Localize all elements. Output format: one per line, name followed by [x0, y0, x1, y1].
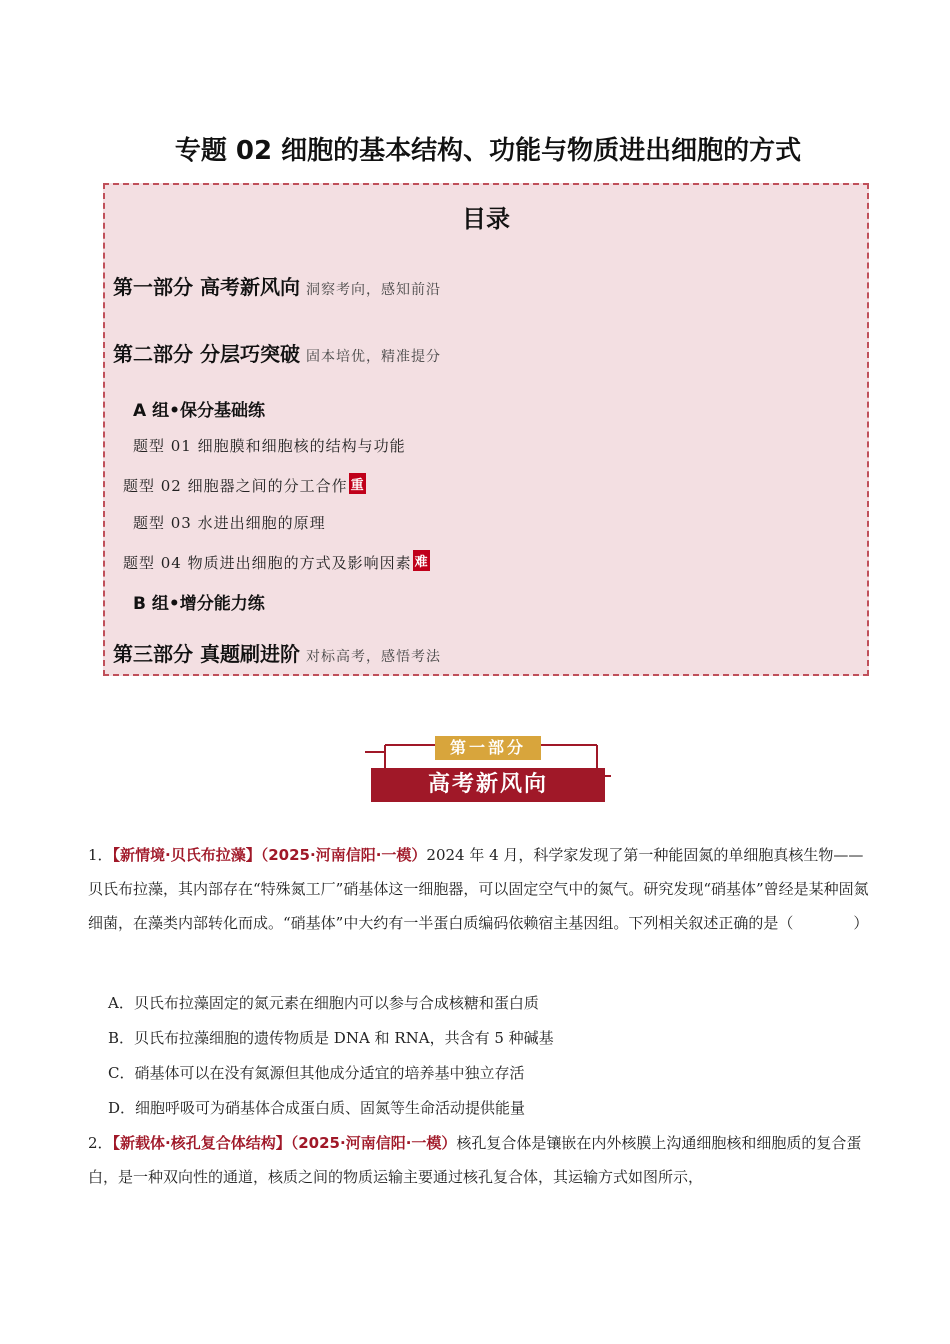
table-of-contents: [103, 183, 869, 676]
question-number: 1．: [88, 846, 113, 864]
hard-badge: 难: [413, 550, 430, 571]
toc-part-sub: 洞察考向，感知前沿: [305, 282, 441, 298]
toc-type-04[interactable]: [123, 550, 430, 573]
option-c[interactable]: C．硝基体可以在没有氮源但其他成分适宜的培养基中独立存活: [108, 1064, 525, 1082]
question-tag: 【新情境·贝氏布拉藻】（2025·河南信阳·一模）: [112, 846, 427, 864]
toc-part-label: 第三部分 真题刷进阶: [113, 642, 300, 666]
question-2: [88, 1126, 878, 1194]
toc-part-label: 第二部分 分层巧突破: [113, 342, 300, 366]
page-title: 专题 02 细胞的基本结构、功能与物质进出细胞的方式: [174, 136, 802, 166]
question-text: 核孔复合体是镶嵌在内外核膜上沟通细胞核和细胞质的复合蛋白，是一种双向性的通道，核质之间的物质运输主要通过核孔复合体，其运输方式如图所示，: [88, 1134, 862, 1186]
toc-part-1[interactable]: [113, 271, 441, 300]
question-text: 2024 年 4 月，科学家发现了第一种能固氮的单细胞真核生物——贝氏布拉藻，其内部存在“特殊氮工厂”硝基体这一细胞器，可以固定空气中的氮气。研究发现“硝基体”曾经是某种固氮细菌，在藻类内部转化而成。“硝基体”中大约有一半蛋白质编码依赖宿主基因组。下列相关叙述正确的是（ ）: [88, 846, 869, 932]
toc-part-2[interactable]: [113, 338, 441, 367]
section-banner: [365, 734, 611, 806]
toc-part-label: 第一部分 高考新风向: [113, 275, 300, 299]
toc-type-text: 题型 02 细胞器之间的分工合作: [123, 477, 348, 495]
toc-type-01[interactable]: [133, 435, 406, 456]
toc-group-a[interactable]: A 组•保分基础练: [133, 401, 265, 421]
toc-type-text: 题型 01 细胞膜和细胞核的结构与功能: [133, 437, 406, 455]
toc-part-3[interactable]: [113, 638, 441, 667]
option-d[interactable]: D．细胞呼吸可为硝基体合成蛋白质、固氮等生命活动提供能量: [108, 1099, 526, 1117]
banner-main-label: 高考新风向: [427, 772, 548, 797]
toc-group-b[interactable]: B 组•增分能力练: [133, 594, 265, 614]
toc-type-02[interactable]: [123, 473, 366, 496]
toc-heading: 目录: [462, 205, 510, 233]
banner-top-label: 第一部分: [449, 738, 526, 757]
option-a[interactable]: A．贝氏布拉藻固定的氮元素在细胞内可以参与合成核糖和蛋白质: [108, 994, 539, 1012]
toc-type-text: 题型 04 物质进出细胞的方式及影响因素: [123, 554, 412, 572]
toc-type-text: 题型 03 水进出细胞的原理: [133, 514, 326, 532]
key-badge: 重: [349, 473, 366, 494]
question-1: [88, 838, 878, 940]
toc-type-03[interactable]: [133, 512, 326, 533]
toc-part-sub: 对标高考，感悟考法: [305, 649, 441, 665]
question-number: 2．: [88, 1134, 113, 1152]
question-tag: 【新载体·核孔复合体结构】（2025·河南信阳·一模）: [112, 1134, 457, 1152]
toc-part-sub: 固本培优，精准提分: [305, 349, 441, 365]
option-b[interactable]: B．贝氏布拉藻细胞的遗传物质是 DNA 和 RNA，共含有 5 种碱基: [108, 1029, 554, 1047]
